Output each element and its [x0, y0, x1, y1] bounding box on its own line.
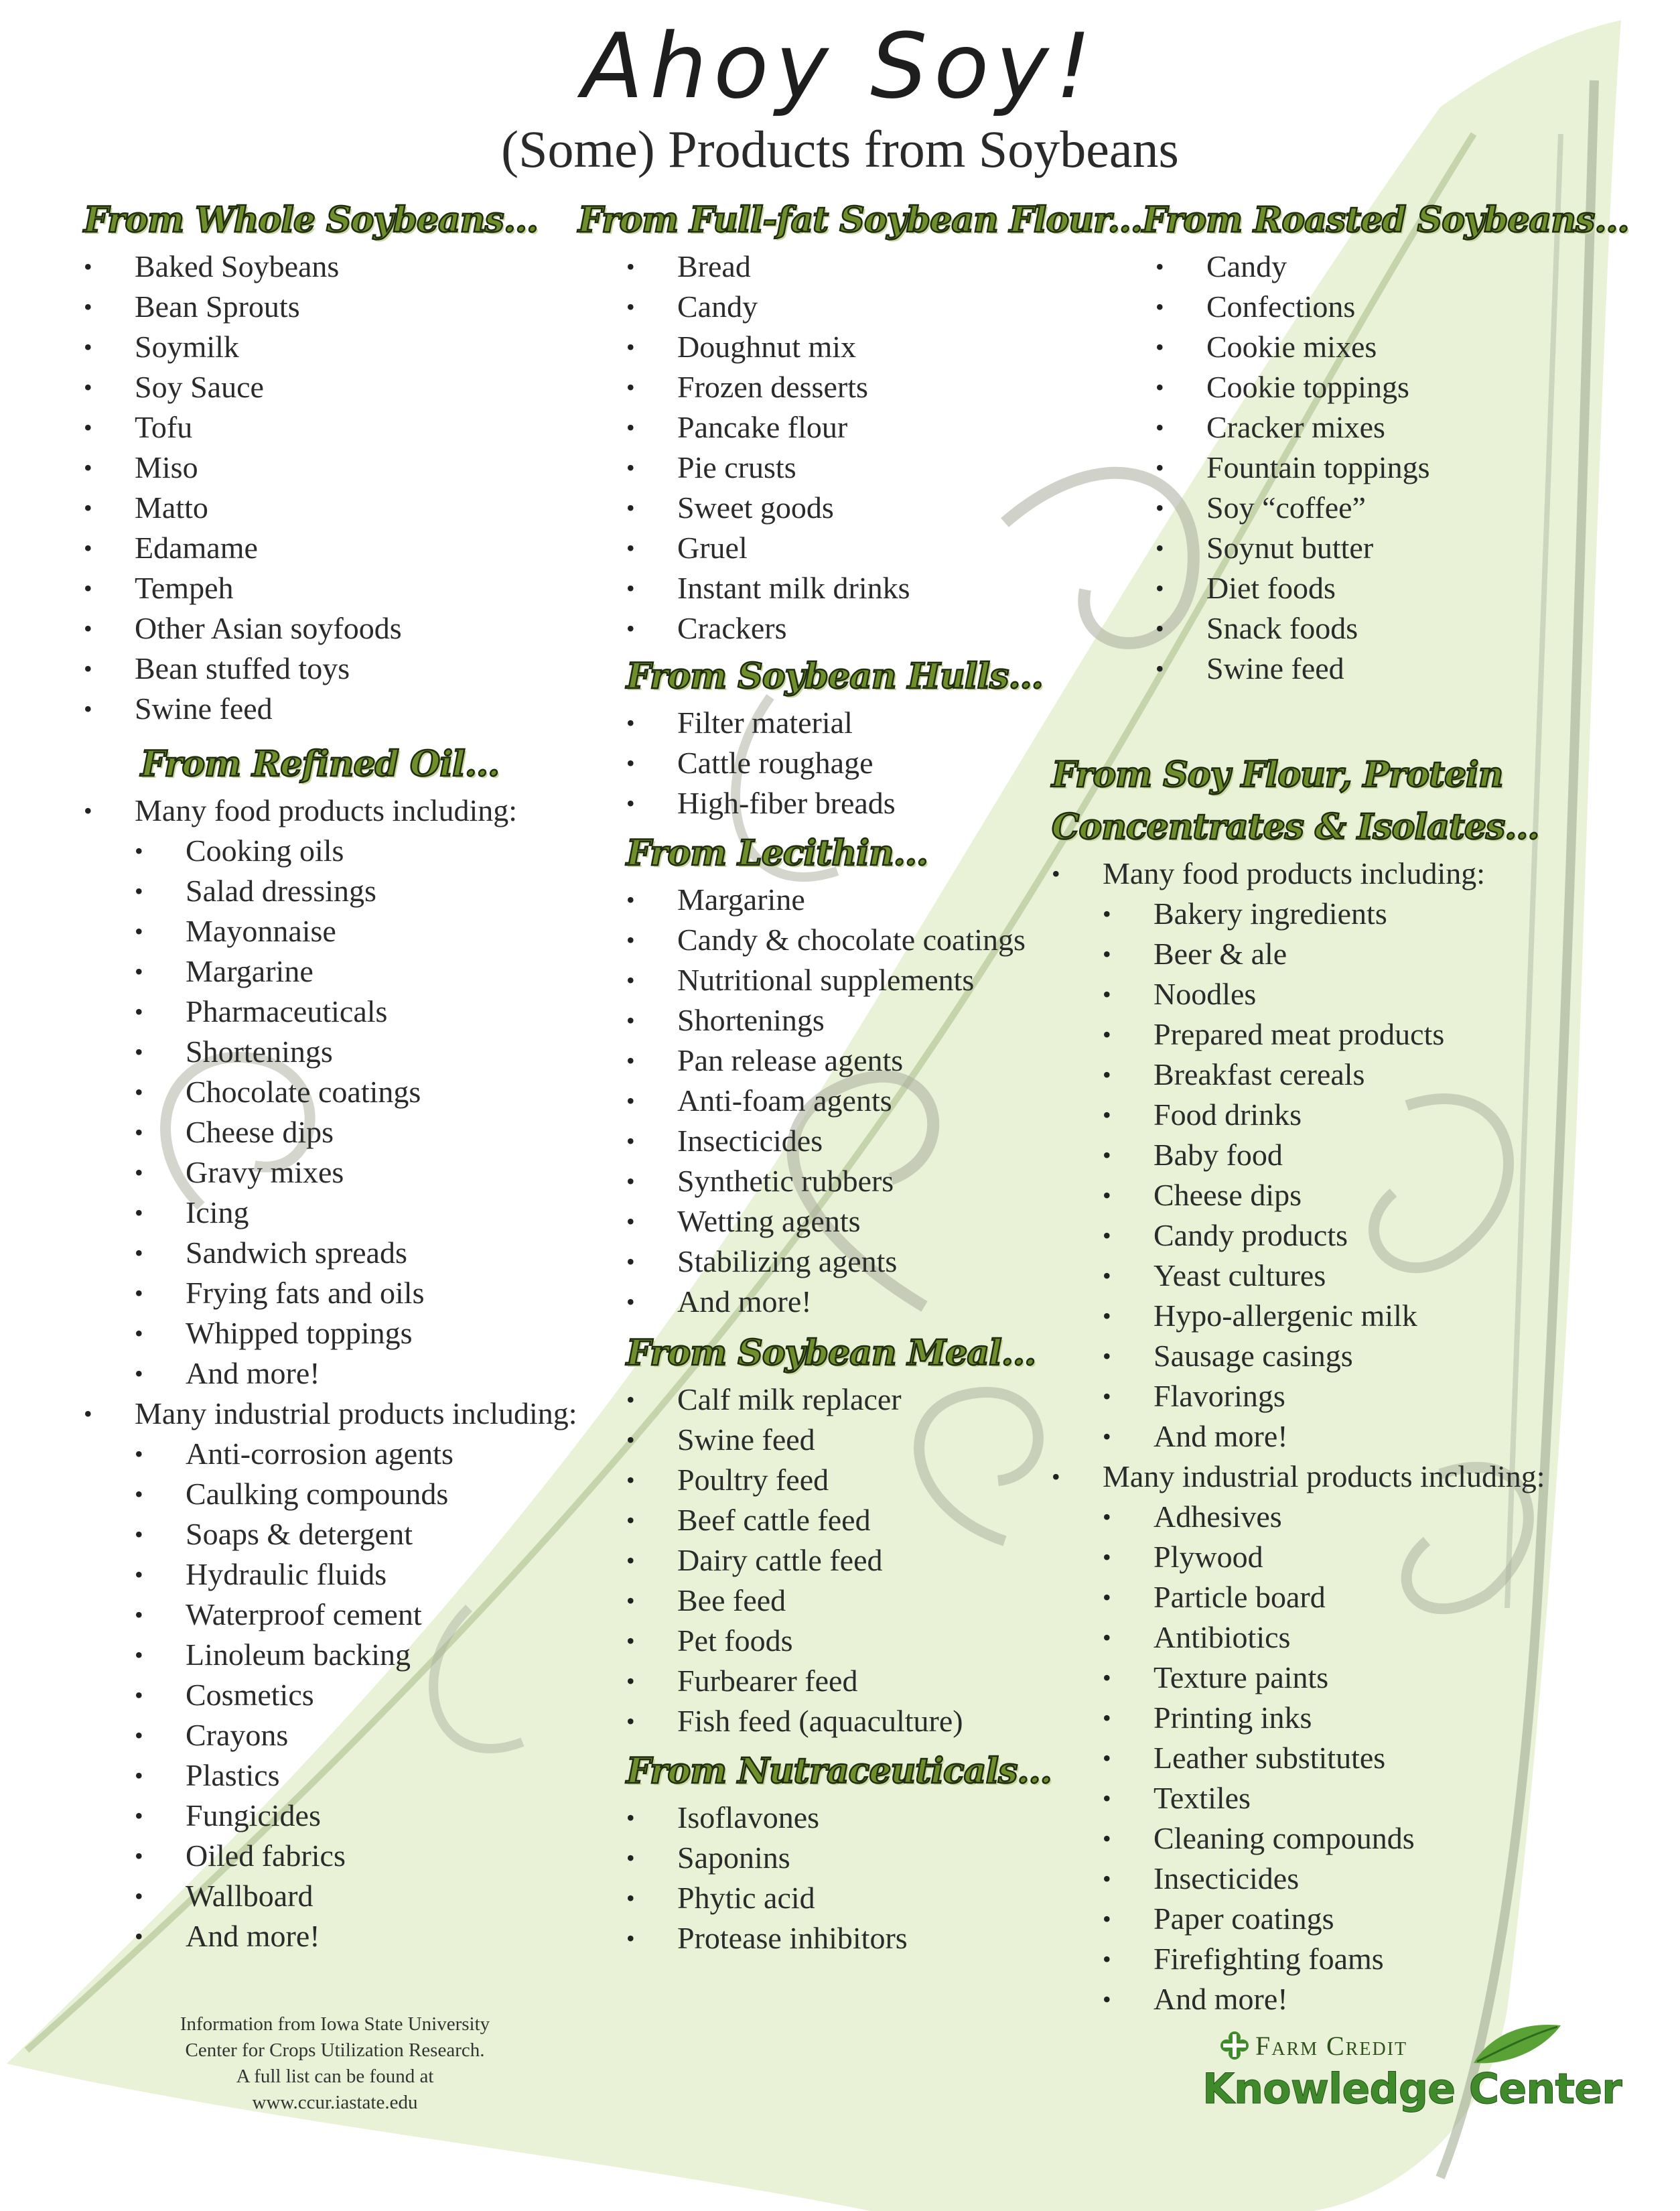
list-item: • Candy	[1156, 247, 1665, 287]
list-item: • Salad dressings	[84, 871, 633, 911]
list-item: • Margarine	[626, 880, 1135, 920]
page-title: Ahoy Soy!	[581, 14, 1099, 119]
list-item: • Dairy cattle feed	[626, 1540, 1135, 1581]
list-item: • Frozen desserts	[626, 367, 1135, 407]
list-item: • Anti-foam agents	[626, 1081, 1135, 1121]
list-item: • And more!	[84, 1353, 633, 1394]
list-item: • Bean stuffed toys	[84, 649, 633, 689]
farm-credit-emblem-icon	[1219, 2030, 1250, 2061]
list-item: • Hydraulic fluids	[84, 1554, 633, 1595]
list-item: • Linoleum backing	[84, 1635, 633, 1675]
list-item: • Anti-corrosion agents	[84, 1434, 633, 1474]
list-item: • Baked Soybeans	[84, 247, 633, 287]
list-item: • Bean Sprouts	[84, 287, 633, 327]
credit-line: Center for Crops Utilization Research.	[185, 2039, 485, 2061]
section-heading-refined-oil: From Refined Oil...	[141, 744, 500, 785]
list-item: • Confections	[1156, 287, 1665, 327]
list-whole-soybeans	[84, 247, 633, 729]
list-item: • Waterproof cement	[84, 1595, 633, 1635]
list-item: • Oiled fabrics	[84, 1836, 633, 1876]
section-heading-full-fat-flour: From Full-fat Soybean Flour...	[578, 200, 1142, 241]
list-item: • Isoflavones	[626, 1798, 1135, 1838]
list-item: • Cookie toppings	[1156, 367, 1665, 407]
section-heading-lecithin: From Lecithin...	[626, 833, 928, 874]
list-item: • Bee feed	[626, 1581, 1135, 1621]
list-item: • Miso	[84, 448, 633, 488]
list-item: • Candy & chocolate coatings	[626, 920, 1135, 960]
list-item: • Pie crusts	[626, 448, 1135, 488]
source-credit	[127, 2011, 543, 2116]
list-item: • Sandwich spreads	[84, 1233, 633, 1273]
list-item: • Textiles	[1052, 1778, 1668, 1818]
list-item: • Saponins	[626, 1838, 1135, 1878]
list-item: • Prepared meat products	[1052, 1014, 1668, 1055]
list-item: • Baby food	[1052, 1135, 1668, 1175]
list-item: • And more!	[1052, 1416, 1668, 1457]
section-heading-soybean-meal: From Soybean Meal...	[626, 1333, 1036, 1374]
list-item: • Cleaning compounds	[1052, 1818, 1668, 1859]
list-item: • Beer & ale	[1052, 934, 1668, 974]
list-item: • Insecticides	[626, 1121, 1135, 1161]
list-item: • Phytic acid	[626, 1878, 1135, 1918]
section-heading-nutraceuticals: From Nutraceuticals...	[626, 1751, 1052, 1792]
section-heading-soy-flour-protein: From Soy Flour, Protein	[1052, 754, 1503, 795]
list-item: • Yeast cultures	[1052, 1256, 1668, 1296]
list-item: • Snack foods	[1156, 608, 1665, 649]
list-item: • Food drinks	[1052, 1095, 1668, 1135]
list-item: • Gravy mixes	[84, 1152, 633, 1193]
list-item: • Shortenings	[84, 1032, 633, 1072]
list-item: • Soy Sauce	[84, 367, 633, 407]
list-item: • Soynut butter	[1156, 528, 1665, 568]
list-item: • Bakery ingredients	[1052, 894, 1668, 934]
list-item: • Cheese dips	[84, 1112, 633, 1152]
list-item: • Pet foods	[626, 1621, 1135, 1661]
list-item: • Candy products	[1052, 1215, 1668, 1256]
list-item: • Calf milk replacer	[626, 1380, 1135, 1420]
list-item: • Tofu	[84, 407, 633, 448]
list-item: • Paper coatings	[1052, 1899, 1668, 1939]
column-left	[84, 194, 633, 1956]
list-item: • Shortenings	[626, 1000, 1135, 1041]
list-item: • And more!	[1052, 1979, 1668, 2019]
list-item: • Printing inks	[1052, 1698, 1668, 1738]
list-item: • Soy “coffee”	[1156, 488, 1665, 528]
list-item: • Particle board	[1052, 1577, 1668, 1617]
list-item-intro: • Many food products including:	[84, 791, 633, 831]
list-item: • Frying fats and oils	[84, 1273, 633, 1313]
list-item: • Edamame	[84, 528, 633, 568]
credit-line: A full list can be found at	[236, 2066, 434, 2087]
list-item: • Pan release agents	[626, 1041, 1135, 1081]
list-item: • Nutritional supplements	[626, 960, 1135, 1000]
list-item: • Soaps & detergent	[84, 1514, 633, 1554]
list-item: • And more!	[626, 1282, 1135, 1322]
list-item: • Bread	[626, 247, 1135, 287]
list-item: • Cooking oils	[84, 831, 633, 871]
leaf-icon	[1470, 2021, 1564, 2068]
list-item: • Adhesives	[1052, 1497, 1668, 1537]
list-refined-oil	[84, 791, 633, 1956]
list-item-intro: • Many food products including:	[1052, 854, 1668, 894]
page-subtitle: (Some) Products from Soybeans	[501, 120, 1179, 178]
list-item: • Cracker mixes	[1156, 407, 1665, 448]
section-heading-roasted-soybeans: From Roasted Soybeans...	[1142, 200, 1629, 241]
list-soy-flour-protein	[1052, 854, 1668, 2019]
list-item: • Filter material	[626, 703, 1135, 743]
list-item: • And more!	[84, 1916, 633, 1956]
list-item: • Crackers	[626, 608, 1135, 649]
list-item: • Antibiotics	[1052, 1617, 1668, 1658]
list-item: • Fountain toppings	[1156, 448, 1665, 488]
list-item: • Gruel	[626, 528, 1135, 568]
list-item: • Fungicides	[84, 1796, 633, 1836]
list-item: • Other Asian soyfoods	[84, 608, 633, 649]
list-item: • Swine feed	[84, 689, 633, 729]
list-item: • Fish feed (aquaculture)	[626, 1701, 1135, 1741]
list-item: • Mayonnaise	[84, 911, 633, 951]
list-item: • Beef cattle feed	[626, 1500, 1135, 1540]
list-item: • Crayons	[84, 1715, 633, 1755]
list-item: • Whipped toppings	[84, 1313, 633, 1353]
list-item: • Plastics	[84, 1755, 633, 1796]
list-item: • Tempeh	[84, 568, 633, 608]
column-right	[1142, 194, 1665, 689]
list-item: • Caulking compounds	[84, 1474, 633, 1514]
list-item: • Diet foods	[1156, 568, 1665, 608]
list-item-intro: • Many industrial products including:	[1052, 1457, 1668, 1497]
list-item: • Instant milk drinks	[626, 568, 1135, 608]
list-item: • Poultry feed	[626, 1460, 1135, 1500]
knowledge-center-text: Knowledge Center	[1202, 2064, 1622, 2113]
list-item: • High-fiber breads	[626, 783, 1135, 823]
list-item: • Swine feed	[1156, 649, 1665, 689]
list-item: • Margarine	[84, 951, 633, 992]
list-item: • Leather substitutes	[1052, 1738, 1668, 1778]
list-item: • Soymilk	[84, 327, 633, 367]
section-heading-hulls: From Soybean Hulls...	[626, 656, 1043, 697]
credit-url: www.ccur.iastate.edu	[252, 2092, 418, 2113]
list-item: • Noodles	[1052, 974, 1668, 1014]
section-heading-whole-soybeans: From Whole Soybeans...	[84, 200, 539, 241]
list-full-fat-flour	[626, 247, 1135, 649]
column-right-protein	[1052, 749, 1668, 2019]
list-item: • Swine feed	[626, 1420, 1135, 1460]
credit-line: Information from Iowa State University	[180, 2013, 490, 2035]
list-roasted-soybeans	[1156, 247, 1665, 689]
list-item: • Breakfast cereals	[1052, 1055, 1668, 1095]
list-item: • Texture paints	[1052, 1658, 1668, 1698]
list-item: • Insecticides	[1052, 1859, 1668, 1899]
list-item: • Cosmetics	[84, 1675, 633, 1715]
list-item: • Wetting agents	[626, 1201, 1135, 1242]
list-item: • Chocolate coatings	[84, 1072, 633, 1112]
list-item: • Protease inhibitors	[626, 1918, 1135, 1958]
list-item: • Firefighting foams	[1052, 1939, 1668, 1979]
list-item: • Pancake flour	[626, 407, 1135, 448]
list-item: • Cheese dips	[1052, 1175, 1668, 1215]
list-item: • Synthetic rubbers	[626, 1161, 1135, 1201]
list-item: • Candy	[626, 287, 1135, 327]
farm-credit-knowledge-center-logo	[1202, 2027, 1622, 2127]
list-item: • Stabilizing agents	[626, 1242, 1135, 1282]
farm-credit-text: Farm Credit	[1255, 2030, 1408, 2061]
list-item: • Sweet goods	[626, 488, 1135, 528]
list-item: • Doughnut mix	[626, 327, 1135, 367]
list-item-intro: • Many industrial products including:	[84, 1394, 633, 1434]
list-item: • Cattle roughage	[626, 743, 1135, 783]
list-item: • Matto	[84, 488, 633, 528]
list-item: • Furbearer feed	[626, 1661, 1135, 1701]
list-item: • Pharmaceuticals	[84, 992, 633, 1032]
list-item: • Flavorings	[1052, 1376, 1668, 1416]
list-item: • Wallboard	[84, 1876, 633, 1916]
list-item: • Sausage casings	[1052, 1336, 1668, 1376]
list-item: • Icing	[84, 1193, 633, 1233]
section-heading-soy-flour-protein-line2: Concentrates & Isolates...	[1052, 807, 1539, 848]
list-item: • Hypo-allergenic milk	[1052, 1296, 1668, 1336]
list-item: • Cookie mixes	[1156, 327, 1665, 367]
list-item: • Plywood	[1052, 1537, 1668, 1577]
farm-credit-row	[1219, 2027, 1407, 2064]
